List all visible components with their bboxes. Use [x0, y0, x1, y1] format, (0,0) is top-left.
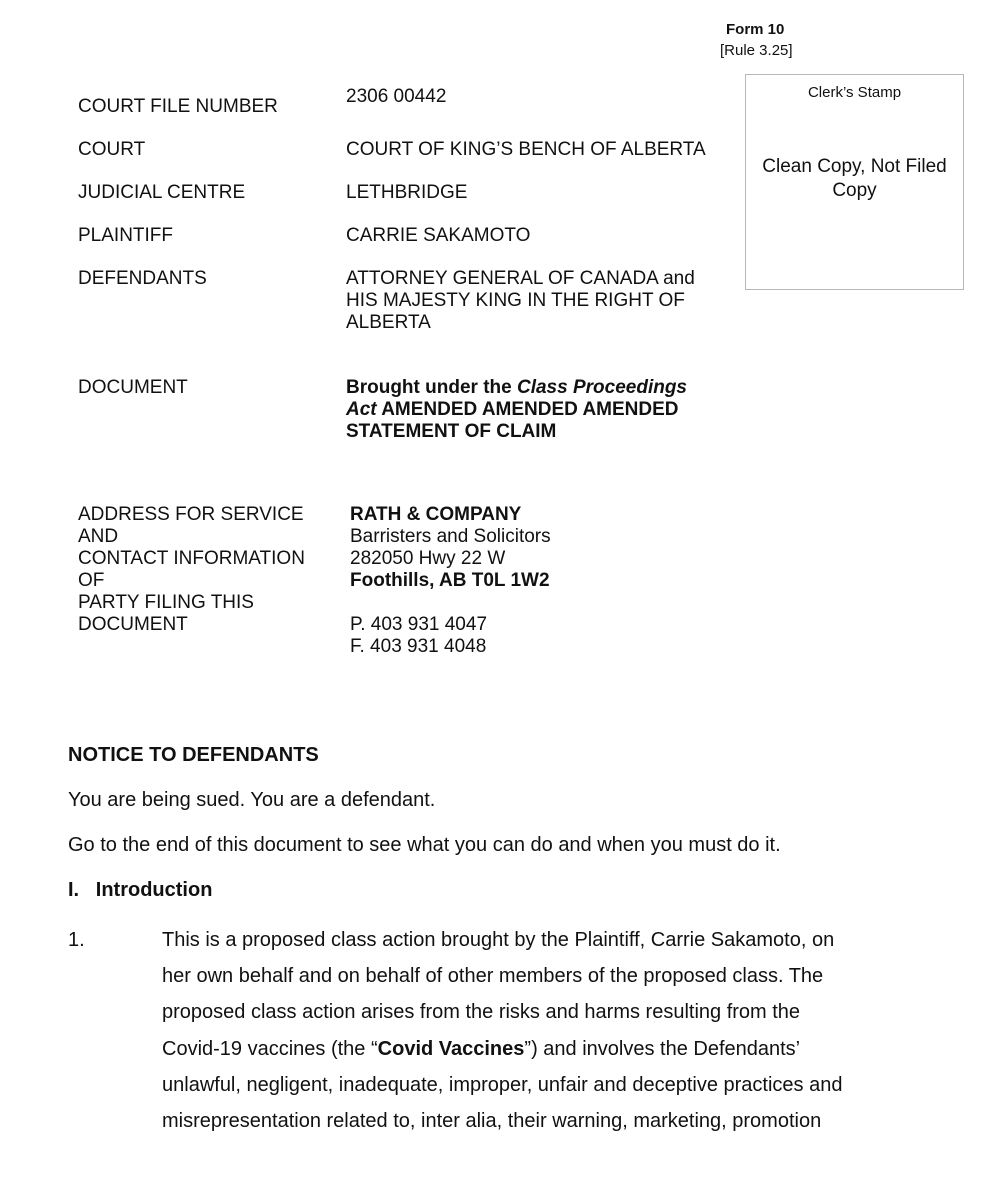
- defendants-line: ATTORNEY GENERAL OF CANADA and: [346, 268, 695, 289]
- firm-description: Barristers and Solicitors: [350, 526, 551, 547]
- document-title-line: STATEMENT OF CLAIM: [346, 421, 557, 442]
- court-value: COURT OF KING’S BENCH OF ALBERTA: [346, 139, 706, 160]
- rule-reference: [Rule 3.25]: [720, 42, 793, 59]
- court-label: COURT: [78, 139, 146, 160]
- street-address: 282050 Hwy 22 W: [350, 548, 506, 569]
- judicial-centre-label: JUDICIAL CENTRE: [78, 182, 246, 203]
- firm-name: RATH & COMPANY: [350, 504, 522, 525]
- court-file-number: 2306 00442: [346, 86, 447, 107]
- paragraph-line: proposed class action arises from the risks and harms resulting from the: [162, 1001, 801, 1023]
- paragraph-line: unlawful, negligent, inadequate, improper, unfair and deceptive practices and: [162, 1074, 843, 1096]
- address-label-line: DOCUMENT: [78, 614, 188, 635]
- defendants-line: HIS MAJESTY KING IN THE RIGHT OF: [346, 290, 685, 311]
- notice-line: Go to the end of this document to see what you can do and when you must do it.: [68, 834, 781, 856]
- paragraph-line: misrepresentation related to, inter alia, their warning, marketing, promotion: [162, 1110, 822, 1132]
- paragraph-line: This is a proposed class action brought by the Plaintiff, Carrie Sakamoto, on: [162, 929, 835, 951]
- document-title-line: Act AMENDED AMENDED AMENDED: [346, 399, 679, 420]
- clerk-stamp-box: [745, 74, 964, 290]
- phone-number: P. 403 931 4047: [350, 614, 488, 635]
- form-number: Form 10: [726, 21, 785, 38]
- plaintiff-value: CARRIE SAKAMOTO: [346, 225, 531, 246]
- address-label-line: OF: [78, 570, 105, 591]
- address-label-line: PARTY FILING THIS: [78, 592, 254, 613]
- court-file-number-label: COURT FILE NUMBER: [78, 96, 278, 117]
- document-label: DOCUMENT: [78, 377, 188, 398]
- notice-heading: NOTICE TO DEFENDANTS: [68, 744, 319, 766]
- city-postal: Foothills, AB T0L 1W2: [350, 570, 550, 591]
- judicial-centre-value: LETHBRIDGE: [346, 182, 468, 203]
- defined-term: Covid Vaccines: [377, 1038, 525, 1060]
- paragraph-line: her own behalf and on behalf of other members of the proposed class. The: [162, 965, 824, 987]
- address-label-line: ADDRESS FOR SERVICE: [78, 504, 304, 525]
- plaintiff-label: PLAINTIFF: [78, 225, 174, 246]
- stamp-title: Clerk’s Stamp: [807, 84, 902, 101]
- paragraph-line: Covid-19 vaccines (the “Covid Vaccines”) and involves the Defendants’: [162, 1038, 801, 1060]
- address-label-line: AND: [78, 526, 119, 547]
- address-label-line: CONTACT INFORMATION: [78, 548, 305, 569]
- section-heading: I. Introduction: [68, 879, 213, 901]
- fax-number: F. 403 931 4048: [350, 636, 487, 657]
- notice-line: You are being sued. You are a defendant.: [68, 789, 436, 811]
- paragraph-number: 1.: [68, 929, 85, 951]
- document-title-line: Brought under the Class Proceedings: [346, 377, 688, 398]
- stamp-text: Clean Copy, Not Filed Copy: [762, 156, 947, 201]
- defendants-line: ALBERTA: [346, 312, 431, 333]
- defendants-label: DEFENDANTS: [78, 268, 207, 289]
